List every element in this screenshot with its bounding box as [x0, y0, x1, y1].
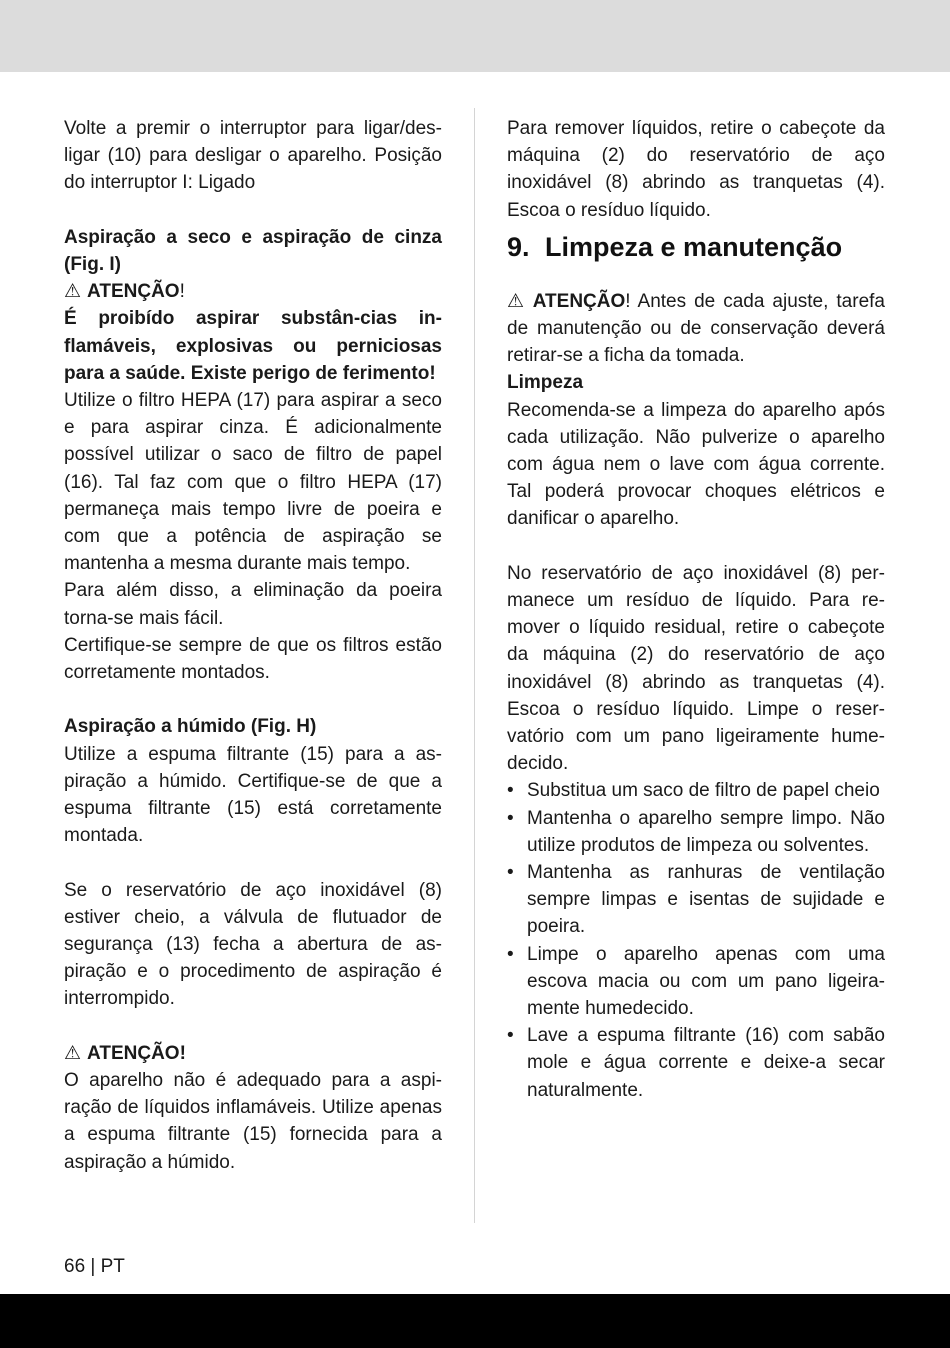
bullet-icon: • [507, 862, 514, 884]
heading-cleaning: Limpeza [507, 372, 584, 394]
paragraph-hepa: Utilize o filtro HEPA (17) para aspirar a seco e para aspirar cinza. É adicionalmente possível utilizar o saco de filtro de papel (16). Tal faz com que o filtro HEPA (17) permaneça mais tempo livre de poeira e com que a potência de aspiração se mantenha a mesma durante mais tempo. [64, 390, 442, 575]
paragraph-liquids: O aparelho não é adequado para a aspiração de líquidos inflamáveis. Utilize apenas a espuma filtrante (15) fornecida para a aspiração a húmido. [64, 1070, 442, 1173]
list-item [507, 805, 885, 859]
bullet-icon: • [507, 807, 514, 829]
list-item-text: Mantenha o aparelho sempre limpo. Não utilize produtos de limpeza ou solventes. [527, 807, 885, 856]
paragraph-switch-off: Volte a premir o interruptor para ligar/desligar (10) para desligar o aparelho. Posição do interruptor I: Ligado [64, 118, 442, 194]
section-number: 9. [507, 231, 530, 262]
paragraph-residue: No reservatório de aço inoxidável (8) permanece um resíduo de líquido. Para remover o líquido residual, retire o cabeçote da máquina (2) do reservatório de aço inoxidável (8) abrindo as tranquetas (4). Escoa o resíduo líquido. Limpe o reservatório com um pano ligeiramente humedecido. [507, 562, 885, 775]
header-band [0, 0, 950, 72]
bullet-icon: • [507, 1025, 514, 1047]
attention-rest: ! Antes de cada ajuste, tarefa de manutenção ou de conservação deverá retirar-se a ficha da tomada. [507, 290, 885, 367]
paragraph-wet: Utilize a espuma filtrante (15) para a aspiração a húmido. Certifique-se de que a espuma filtrante (15) está corretamente montada. [64, 743, 442, 847]
attention-bang: ! [179, 281, 185, 303]
right-column [507, 115, 885, 1104]
attention-paragraph [507, 288, 885, 370]
list-item [507, 777, 885, 804]
attention-label: ATENÇÃO [87, 281, 180, 303]
attention-line [64, 278, 442, 305]
bullet-icon: • [507, 780, 514, 802]
heading-wet-vacuuming: Aspiração a húmido (Fig. H) [64, 716, 317, 738]
paragraph-float-valve: Se o reservatório de aço inoxidável (8) estiver cheio, a válvula de flutuador de segurança (13) fecha a abertura de aspiração e o procedimento de aspiração é interrompido. [64, 879, 442, 1010]
list-item-text: Substitua um saco de filtro de papel cheio [527, 780, 880, 802]
list-item [507, 941, 885, 1023]
attention-heading-text: ATENÇÃO! [87, 1042, 186, 1064]
column-divider [474, 108, 475, 1223]
footer-band [0, 1294, 950, 1348]
list-item-text: Mantenha as ranhuras de ventilação sempre limpas e isentas de sujidade e poeira. [527, 862, 885, 938]
paragraph-dust: Para além disso, a eliminação da poeira torna-se mais fácil. [64, 580, 442, 629]
list-item [507, 859, 885, 941]
attention-heading [64, 1040, 442, 1067]
section-title: Limpeza e manutenção [545, 231, 843, 262]
warning-triangle-icon: ⚠ [507, 290, 527, 312]
list-item-text: Limpe o aparelho apenas com uma escova macia ou com um pano ligeiramente humedecido. [527, 943, 885, 1020]
paragraph-filters: Certifique-se sempre de que os filtros estão corretamente montados. [64, 634, 442, 684]
heading-dry-vacuuming: Aspiração a seco e aspiração de cinza (Fig. I) [64, 226, 442, 275]
cleaning-list [507, 777, 885, 1103]
list-item-text: Lave a espuma filtrante (16) com sabão mole e água corrente e deixe-a secar naturalmente. [527, 1025, 885, 1101]
paragraph-cleaning: Recomenda-se a limpeza do aparelho após cada utilização. Não pulverize o aparelho com água nem o lave com água corrente. Tal poderá provocar choques elétricos e danificar o aparelho. [507, 399, 885, 530]
section-heading [507, 232, 885, 288]
left-column [64, 115, 442, 1176]
warning-triangle-icon: ⚠ [64, 1042, 82, 1064]
warning-text: É proibído aspirar substân-cias inflamáveis, explosivas ou perniciosas para a saúde. Existe perigo de ferimento! [64, 308, 442, 384]
list-item [507, 1022, 885, 1104]
warning-triangle-icon: ⚠ [64, 281, 82, 303]
bullet-icon: • [507, 943, 514, 965]
attention-label: ATENÇÃO [532, 290, 626, 312]
page-number: 66 | PT [64, 1256, 125, 1277]
paragraph-remove-liquids: Para remover líquidos, retire o cabeçote da máquina (2) do reservatório de aço inoxidável (8) abrindo as tranquetas (4). Escoa o resíduo líquido. [507, 118, 885, 221]
